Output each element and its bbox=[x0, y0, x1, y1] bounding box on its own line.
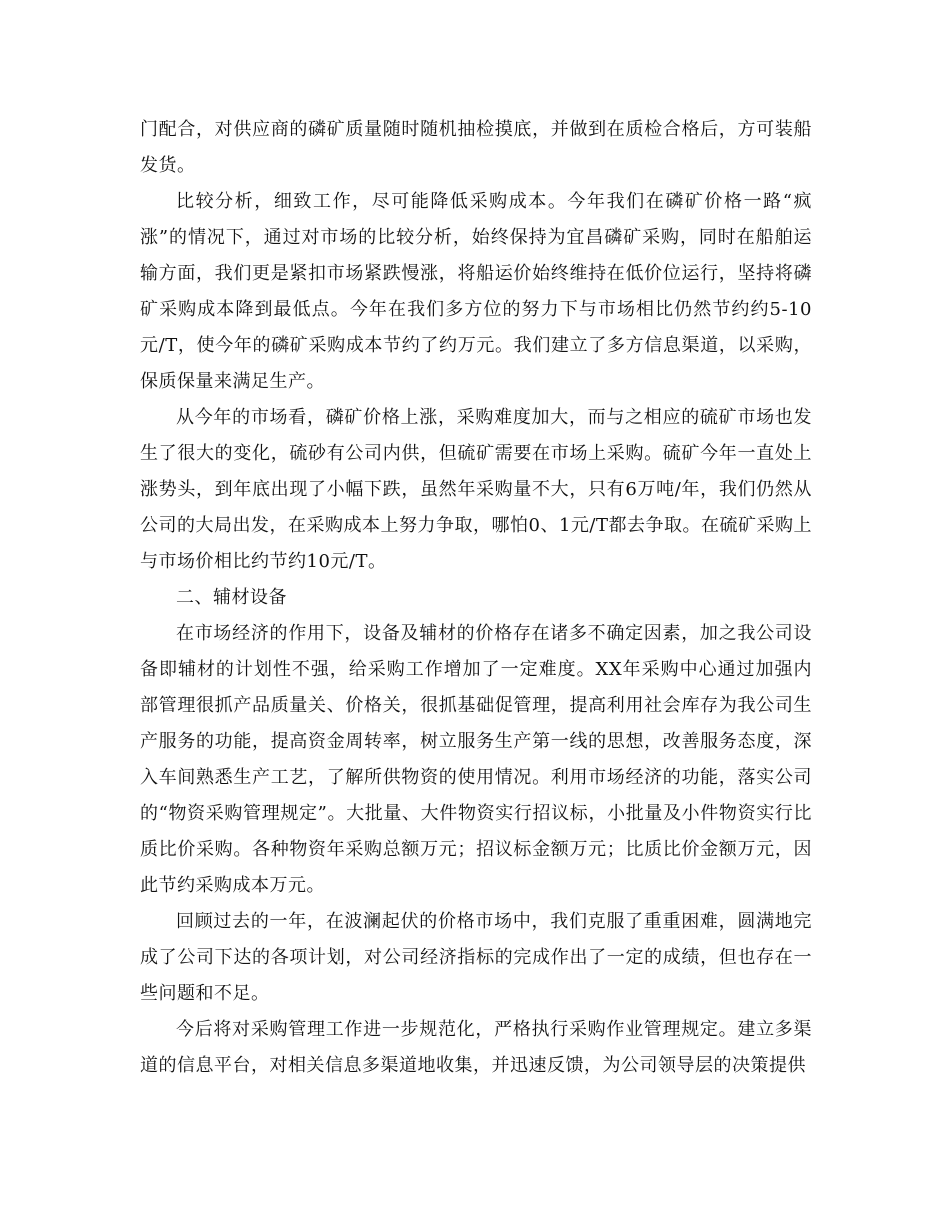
paragraph-sulfur-market: 从今年的市场看，磷矿价格上涨，采购难度加大，而与之相应的硫矿市场也发生了很大的变化，硫砂有公司内供，但硫矿需要在市场上采购。硫矿今年一直处上涨势头，到年底出现了小幅下跌，虽然年采购量不大，只有6万吨/年，我们仍然从公司的大局出发，在采购成本上努力争取，哪怕0、1元/T都去争取。在硫矿采购上与市场价相比约节约10元/T。 bbox=[140, 407, 812, 572]
paragraph-year-review: 回顾过去的一年，在波澜起伏的价格市场中，我们克服了重重困难，圆满地完成了公司下达的各项计划，对公司经济指标的完成作出了一定的成绩，但也存在一些问题和不足。 bbox=[140, 911, 812, 1004]
paragraph-future-plan: 今后将对采购管理工作进一步规范化，严格执行采购作业管理规定。建立多渠道的信息平台，对相关信息多渠道地收集，并迅速反馈，为公司领导层的决策提供 bbox=[140, 1019, 812, 1076]
document-body bbox=[140, 112, 812, 1084]
paragraph-continuation: 门配合，对供应商的磷矿质量随时随机抽检摸底，并做到在质检合格后，方可装船发货。 bbox=[140, 119, 812, 176]
paragraph-equipment-procurement: 在市场经济的作用下，设备及辅材的价格存在诸多不确定因素，加之我公司设备即辅材的计划性不强，给采购工作增加了一定难度。XX年采购中心通过加强内部管理很抓产品质量关、价格关，很抓基础促管理，提高利用社会库存为我公司生产服务的功能，提高资金周转率，树立服务生产第一线的思想，改善服务态度，深入车间熟悉生产工艺，了解所供物资的使用情况。利用市场经济的功能，落实公司的“物资采购管理规定”。大批量、大件物资实行招议标，小批量及小件物资实行比质比价采购。各种物资年采购总额万元；招议标金额万元；比质比价金额万元，因此节约采购成本万元。 bbox=[140, 623, 812, 896]
paragraph-phosphate-cost: 比较分析，细致工作，尽可能降低采购成本。今年我们在磷矿价格一路“疯涨”的情况下，通过对市场的比较分析，始终保持为宜昌磷矿采购，同时在船舶运输方面，我们更是紧扣市场紧跌慢涨，将船运价始终维持在低价位运行，坚持将磷矿采购成本降到最低点。今年在我们多方位的努力下与市场相比仍然节约约5-10元/T，使今年的磷矿采购成本节约了约万元。我们建立了多方信息渠道，以采购，保质保量来满足生产。 bbox=[140, 191, 812, 392]
section-heading-auxiliary-equipment: 二、辅材设备 bbox=[176, 587, 287, 608]
